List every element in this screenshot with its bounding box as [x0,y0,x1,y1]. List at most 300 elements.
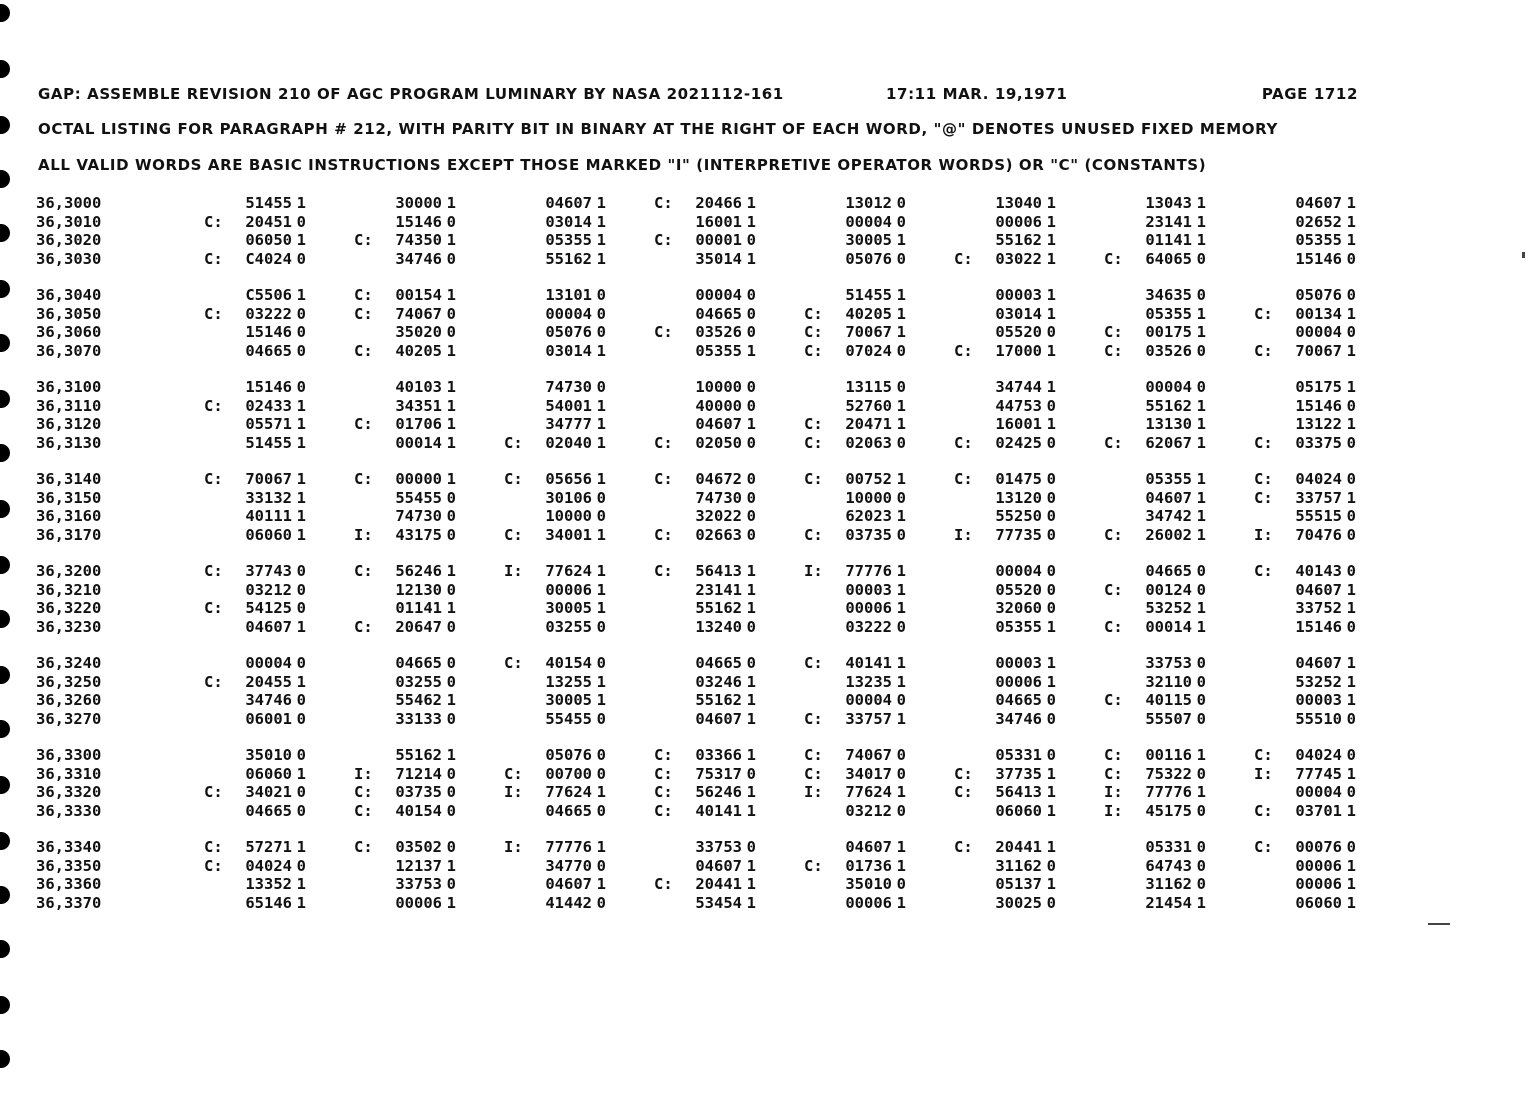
octal-word: 34351 1 [395,396,456,415]
octal-word: 13120 0 [995,488,1056,507]
octal-word: C: 34021 0 [204,783,306,802]
listing-row [36,710,1362,729]
address: 36,3210 [36,580,102,599]
octal-word: 34770 0 [545,856,606,875]
binder-hole [0,444,10,462]
octal-word: 10000 0 [845,488,906,507]
octal-word: I: 77776 1 [804,562,906,581]
octal-word: 55162 1 [1145,396,1206,415]
octal-word: 03014 1 [545,341,606,360]
octal-word: 04607 1 [695,709,756,728]
octal-word: C: 62067 1 [1104,433,1206,452]
octal-word: 30005 1 [545,691,606,710]
address: 36,3240 [36,654,102,673]
octal-word: 06060 1 [1295,893,1356,912]
octal-word: 35010 0 [845,875,906,894]
listing-row [36,599,1362,618]
octal-word: 64743 0 [1145,856,1206,875]
address: 36,3110 [36,396,102,415]
octal-word: 40000 0 [695,396,756,415]
octal-word: 40103 1 [395,378,456,397]
octal-word: 74730 0 [395,507,456,526]
octal-word: 30005 1 [845,231,906,250]
octal-word: C: 07024 0 [804,341,906,360]
listing-row [36,250,1362,269]
binder-hole [0,224,10,242]
octal-word: C: 20441 1 [954,838,1056,857]
octal-word: 06060 1 [245,525,306,544]
octal-word: 00004 0 [1295,323,1356,342]
binder-hole [0,390,10,408]
address: 36,3250 [36,672,102,691]
octal-word: 35014 1 [695,249,756,268]
octal-word: 15146 0 [1295,396,1356,415]
listing-row [36,434,1362,453]
octal-word: 00006 1 [1295,856,1356,875]
octal-word: 05076 0 [845,249,906,268]
address: 36,3350 [36,856,102,875]
binder-hole [0,996,10,1014]
octal-word: 05520 0 [995,323,1056,342]
octal-word: 00003 1 [845,580,906,599]
octal-word: C: 00014 1 [1104,617,1206,636]
octal-word: 55162 1 [545,249,606,268]
octal-word: C: 03366 1 [654,746,756,765]
octal-word: 74730 0 [545,378,606,397]
octal-word: 12137 1 [395,856,456,875]
listing-row [36,323,1362,342]
octal-word: 32022 0 [695,507,756,526]
binder-hole [0,170,10,188]
octal-word: C: 00700 0 [504,764,606,783]
octal-word: 01141 1 [1145,231,1206,250]
listing-row [36,654,1362,673]
binder-hole [0,720,10,738]
octal-word: 16001 1 [995,415,1056,434]
listing-row [36,397,1362,416]
address: 36,3260 [36,691,102,710]
address: 36,3160 [36,507,102,526]
octal-word: 55162 1 [695,599,756,618]
octal-word: 32110 0 [1145,672,1206,691]
octal-word: 04607 1 [1295,580,1356,599]
header-line [38,85,1358,103]
address: 36,3170 [36,525,102,544]
octal-word: 55162 1 [695,691,756,710]
octal-word: 13352 1 [245,875,306,894]
octal-word: 00003 1 [1295,691,1356,710]
stray-mark [1522,252,1525,258]
octal-word: C: 74067 0 [354,304,456,323]
listing-block [36,194,1362,268]
octal-word: 00004 0 [545,304,606,323]
listing-row [36,378,1362,397]
octal-word: 30005 1 [545,599,606,618]
octal-word: 04607 1 [1295,654,1356,673]
octal-word: 52760 1 [845,396,906,415]
octal-word: I: 77624 1 [504,562,606,581]
octal-word: 05137 1 [995,875,1056,894]
octal-word: 00006 1 [545,580,606,599]
octal-word: 55507 0 [1145,709,1206,728]
octal-word: C: 20455 1 [204,672,306,691]
octal-word: 34777 1 [545,415,606,434]
octal-word: 23141 1 [1145,212,1206,231]
listing-row [36,894,1362,913]
listing-block [36,286,1362,360]
octal-word: 15146 0 [1295,617,1356,636]
octal-word: 13012 0 [845,194,906,213]
octal-word: 12130 0 [395,580,456,599]
octal-word: 33133 0 [395,709,456,728]
octal-word: C: 00076 0 [1254,838,1356,857]
address: 36,3020 [36,231,102,250]
octal-word: 03212 0 [845,801,906,820]
octal-word: 05355 1 [1145,470,1206,489]
octal-word: 51455 1 [245,194,306,213]
listing-block [36,562,1362,636]
listing-row [36,526,1362,545]
octal-word: 51455 1 [845,286,906,305]
binder-hole [0,556,10,574]
octal-word: 03255 0 [545,617,606,636]
octal-word: 13235 1 [845,672,906,691]
binder-hole [0,500,10,518]
octal-word: 13115 0 [845,378,906,397]
octal-word: I: 77735 0 [954,525,1056,544]
octal-word: C: 40205 1 [804,304,906,323]
octal-word: C: 00154 1 [354,286,456,305]
octal-word: 05175 1 [1295,378,1356,397]
octal-word: C: 20471 1 [804,415,906,434]
octal-word: I: 43175 0 [354,525,456,544]
binder-hole [0,940,10,958]
octal-word: 10000 0 [695,378,756,397]
listing-block [36,838,1362,912]
octal-word: C: 17000 1 [954,341,1056,360]
address: 36,3120 [36,415,102,434]
octal-word: 06060 1 [245,764,306,783]
listing-legend: ALL VALID WORDS ARE BASIC INSTRUCTIONS EXCEPT THOSE MARKED "I" (INTERPRETIVE OPERATOR WORDS) OR "C" (CONSTANTS) [38,156,1207,174]
octal-word: C: 74067 0 [804,746,906,765]
listing-description: OCTAL LISTING FOR PARAGRAPH # 212, WITH PARITY BIT IN BINARY AT THE RIGHT OF EACH WORD, "@" DENOTES UNUSED FIXED MEMORY [38,120,1278,138]
octal-word: 05355 1 [995,617,1056,636]
octal-word: 31162 0 [995,856,1056,875]
octal-word: C: 02040 1 [504,433,606,452]
octal-word: 04665 0 [395,654,456,673]
octal-word: 04607 1 [695,415,756,434]
octal-word: 44753 0 [995,396,1056,415]
octal-word: 30000 1 [395,194,456,213]
octal-word: 05076 0 [545,746,606,765]
listing-row [36,489,1362,508]
octal-word: C: 03502 0 [354,838,456,857]
octal-word: 13130 1 [1145,415,1206,434]
address: 36,3360 [36,875,102,894]
octal-word: C: 70067 1 [204,470,306,489]
binder-hole [0,334,10,352]
octal-word: C: 56246 1 [654,783,756,802]
octal-word: C: 02050 0 [654,433,756,452]
octal-word: 05355 1 [695,341,756,360]
octal-word: 04665 0 [545,801,606,820]
page-number: PAGE 1712 [1261,85,1358,103]
octal-word: C: 04672 0 [654,470,756,489]
octal-word: 41442 0 [545,893,606,912]
listing-row [36,507,1362,526]
octal-word: C: 33757 1 [1254,488,1356,507]
octal-word: C: 00000 1 [354,470,456,489]
octal-word: 05571 1 [245,415,306,434]
octal-word: 04665 0 [245,801,306,820]
octal-word: 05355 1 [1145,304,1206,323]
octal-word: 16001 1 [695,212,756,231]
octal-word: 34635 0 [1145,286,1206,305]
octal-word: 15146 0 [245,323,306,342]
octal-word: C: 54125 0 [204,599,306,618]
octal-word: 00006 1 [845,893,906,912]
listing-row [36,470,1362,489]
octal-word: 00006 1 [1295,875,1356,894]
octal-word: C: 34017 0 [804,764,906,783]
octal-word: 35020 0 [395,323,456,342]
octal-word: 00004 0 [695,286,756,305]
binder-hole [0,280,10,298]
octal-word: C: 56246 1 [354,562,456,581]
octal-word: 04607 1 [1295,194,1356,213]
listing-row [36,305,1362,324]
address: 36,3230 [36,617,102,636]
octal-word: 55455 0 [395,488,456,507]
octal-word: C: 40205 1 [354,341,456,360]
octal-word: C: 03735 0 [804,525,906,544]
octal-word: C: 74350 1 [354,231,456,250]
octal-word: C: 01475 0 [954,470,1056,489]
octal-word: 55162 1 [395,746,456,765]
octal-word: C: 75317 0 [654,764,756,783]
octal-word: 04607 1 [695,856,756,875]
listing-row [36,765,1362,784]
octal-word: 32060 0 [995,599,1056,618]
octal-word: C: 40141 1 [654,801,756,820]
octal-word: C: 64065 0 [1104,249,1206,268]
octal-word: C: 40141 1 [804,654,906,673]
octal-word: 34742 1 [1145,507,1206,526]
address: 36,3100 [36,378,102,397]
octal-word: 35010 0 [245,746,306,765]
octal-word: 00014 1 [395,433,456,452]
binder-hole [0,4,10,22]
listing-block [36,470,1362,544]
octal-word: 53252 1 [1295,672,1356,691]
octal-word: 00003 1 [995,654,1056,673]
octal-word: 34744 1 [995,378,1056,397]
octal-word: C: 40154 0 [504,654,606,673]
octal-word: 03222 0 [845,617,906,636]
octal-word: C: 56413 1 [654,562,756,581]
octal-word: C: 00116 1 [1104,746,1206,765]
address: 36,3130 [36,433,102,452]
octal-word: 21454 1 [1145,893,1206,912]
octal-word: 15146 0 [395,212,456,231]
octal-word: 13101 0 [545,286,606,305]
listing-row [36,857,1362,876]
octal-word: I: 77776 1 [504,838,606,857]
octal-word: C: 57271 1 [204,838,306,857]
octal-word: C: 00124 0 [1104,580,1206,599]
address: 36,3070 [36,341,102,360]
listing-row [36,415,1362,434]
octal-word: 00006 1 [845,599,906,618]
octal-word: 13040 1 [995,194,1056,213]
octal-word: 00004 0 [245,654,306,673]
address: 36,3370 [36,893,102,912]
octal-word: 00004 0 [1145,378,1206,397]
octal-word: 55162 1 [995,231,1056,250]
octal-word: I: 77745 1 [1254,764,1356,783]
octal-word: C: 20647 0 [354,617,456,636]
octal-word: 30025 0 [995,893,1056,912]
octal-word: 40111 1 [245,507,306,526]
listing-row [36,783,1362,802]
octal-word: C: 03526 0 [1104,341,1206,360]
octal-word: C5506 1 [245,286,306,305]
octal-word: 33132 1 [245,488,306,507]
address: 36,3140 [36,470,102,489]
octal-word: C: 00001 0 [654,231,756,250]
octal-word: 00004 0 [845,691,906,710]
listing-row [36,342,1362,361]
octal-word: 55462 1 [395,691,456,710]
octal-word: 15146 0 [245,378,306,397]
octal-word: 05076 0 [545,323,606,342]
octal-word: C: 70067 1 [1254,341,1356,360]
octal-word: 51455 1 [245,433,306,452]
octal-word: I: 71214 0 [354,764,456,783]
address: 36,3220 [36,599,102,618]
address: 36,3200 [36,562,102,581]
octal-word: 13122 1 [1295,415,1356,434]
octal-word: 30106 0 [545,488,606,507]
octal-word: C: 04024 0 [1254,746,1356,765]
octal-word: 04665 0 [995,691,1056,710]
listing-block [36,746,1362,820]
address: 36,3010 [36,212,102,231]
octal-word: 04607 1 [245,617,306,636]
octal-word: I: 70476 0 [1254,525,1356,544]
octal-word: 54001 1 [545,396,606,415]
address: 36,3270 [36,709,102,728]
octal-word: C: 02063 0 [804,433,906,452]
binder-hole [0,666,10,684]
octal-word: C: 04024 0 [204,856,306,875]
octal-word: 05331 0 [1145,838,1206,857]
octal-word: 10000 0 [545,507,606,526]
octal-word: 05355 1 [1295,231,1356,250]
octal-word: C: 37743 0 [204,562,306,581]
octal-word: 00006 1 [395,893,456,912]
address: 36,3000 [36,194,102,213]
octal-word: 13043 1 [1145,194,1206,213]
binder-hole [0,886,10,904]
address: 36,3040 [36,286,102,305]
octal-word: C: 05656 1 [504,470,606,489]
listing-title: GAP: ASSEMBLE REVISION 210 OF AGC PROGRAM LUMINARY BY NASA 2021112-161 [38,85,784,103]
octal-word: 13255 1 [545,672,606,691]
listing-row [36,673,1362,692]
octal-word: 02652 1 [1295,212,1356,231]
binder-hole [0,60,10,78]
octal-word: 06001 0 [245,709,306,728]
stray-mark [1428,923,1450,925]
octal-word: C: 20451 0 [204,212,306,231]
octal-listing [36,194,1362,930]
listing-row [36,618,1362,637]
binder-hole [0,1050,10,1068]
octal-word: 04665 0 [1145,562,1206,581]
octal-word: 23141 1 [695,580,756,599]
octal-word: 03255 0 [395,672,456,691]
octal-word: C: 20466 1 [654,194,756,213]
octal-word: C: C4024 0 [204,249,306,268]
octal-word: 00006 1 [995,212,1056,231]
listing-row [36,691,1362,710]
octal-word: I: 77624 1 [504,783,606,802]
octal-word: 65146 1 [245,893,306,912]
octal-word: 15146 0 [1295,249,1356,268]
octal-word: C: 01736 1 [804,856,906,875]
octal-word: C: 00175 1 [1104,323,1206,342]
octal-word: 03246 1 [695,672,756,691]
octal-word: C: 03735 0 [354,783,456,802]
octal-word: 04665 0 [245,341,306,360]
octal-word: 04607 1 [545,875,606,894]
listing-row [36,875,1362,894]
octal-word: C: 03701 1 [1254,801,1356,820]
listing-row [36,802,1362,821]
octal-word: 55510 0 [1295,709,1356,728]
listing-row [36,231,1362,250]
listing-block [36,654,1362,728]
octal-word: C: 03022 1 [954,249,1056,268]
octal-word: 00004 0 [995,562,1056,581]
octal-word: C: 40115 0 [1104,691,1206,710]
octal-word: C: 75322 0 [1104,764,1206,783]
octal-word: 13240 0 [695,617,756,636]
binder-hole [0,116,10,134]
octal-word: 33753 0 [395,875,456,894]
address: 36,3150 [36,488,102,507]
octal-word: C: 20441 1 [654,875,756,894]
address: 36,3060 [36,323,102,342]
listing-row [36,838,1362,857]
octal-word: I: 45175 0 [1104,801,1206,820]
address: 36,3340 [36,838,102,857]
address: 36,3300 [36,746,102,765]
octal-word: 03014 1 [545,212,606,231]
octal-word: C: 02433 1 [204,396,306,415]
address: 36,3310 [36,764,102,783]
octal-word: 34746 0 [995,709,1056,728]
octal-word: C: 02663 0 [654,525,756,544]
listing-timestamp: 17:11 MAR. 19,1971 [886,85,1068,103]
octal-word: 04607 1 [545,194,606,213]
octal-word: C: 26002 1 [1104,525,1206,544]
octal-word: I: 77624 1 [804,783,906,802]
octal-word: 05331 0 [995,746,1056,765]
octal-word: 33753 0 [695,838,756,857]
octal-word: 00004 0 [845,212,906,231]
